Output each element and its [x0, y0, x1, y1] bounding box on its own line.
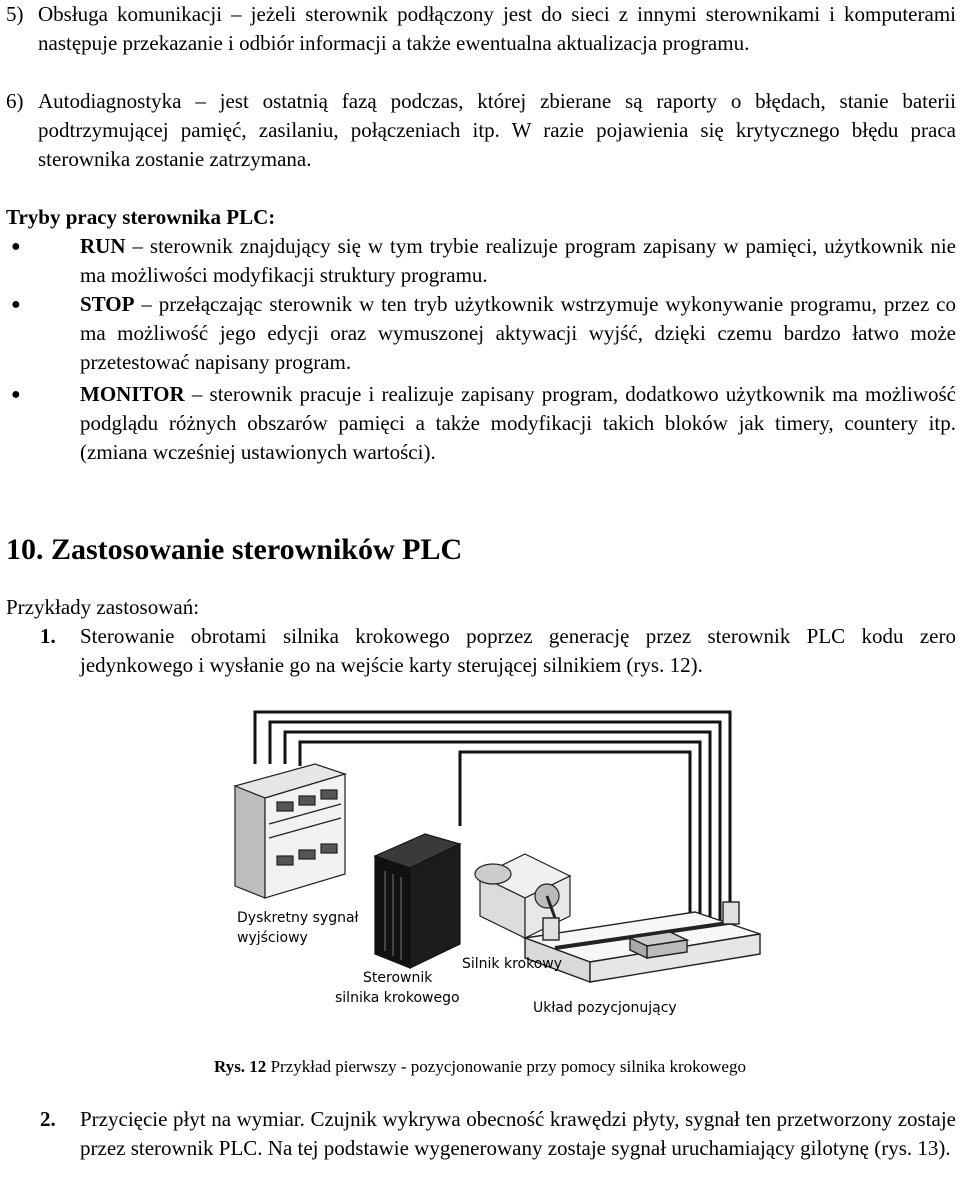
label-discrete-signal: Dyskretny sygnał: [237, 910, 359, 926]
example-text: Sterowanie obrotami silnika krokowego poprzez generację przez sterownik PLC kodu zero jedynkowego i wysłanie go na wejście karty sterującej silnikiem (rys. 12).: [80, 624, 956, 677]
caption-text: Przykład pierwszy - pozycjonowanie przy pomocy silnika krokowego: [266, 1057, 746, 1076]
list-item-6: [6, 87, 956, 174]
section-title: 10. Zastosowanie sterowników PLC: [6, 533, 463, 566]
label-positioning-unit: Układ pozycjonujący: [533, 1000, 677, 1016]
bullet-icon: ●: [11, 296, 21, 313]
mode-desc: – sterownik pracuje i realizuje zapisany program, dodatkowo użytkownik ma możliwość podglądu różnych obszarów pamięci a także modyfikacji takich bloków jak timery, countery itp. (zmiana wcześniej ustawionych wartości).: [80, 382, 956, 464]
label-discrete-signal-line2: wyjściowy: [237, 930, 308, 946]
mode-name: STOP: [80, 292, 135, 316]
mode-name: MONITOR: [80, 382, 185, 406]
bullet-icon: ●: [11, 238, 21, 255]
example-number: 1.: [40, 624, 56, 648]
label-stepper-motor: Silnik krokowy: [462, 956, 563, 972]
mode-desc: – sterownik znajdujący się w tym trybie realizuje program zapisany w pamięci, użytkownik nie ma możliwości modyfikacji struktury programu.: [80, 234, 956, 287]
list-item-number: 5): [6, 2, 24, 26]
figure-diagram: [225, 706, 765, 1024]
mode-name: RUN: [80, 234, 126, 258]
mode-desc: – przełączając sterownik w ten tryb użytkownik wstrzymuje wykonywanie programu, przez co ma możliwość jego edycji oraz wymuszonej aktywacji wyjść, dzięki czemu bardzo łatwo może przetestować napisany program.: [80, 292, 956, 374]
bullet-icon: ●: [11, 386, 21, 403]
list-item-5: [6, 0, 956, 58]
modes-heading: Tryby pracy sterownika PLC:: [6, 205, 276, 229]
example-item-1: [40, 622, 956, 680]
stepper-driver-icon: [375, 834, 460, 968]
example-number: 2.: [40, 1107, 56, 1131]
caption-prefix: Rys. 12: [214, 1057, 267, 1076]
list-item-text: Autodiagnostyka – jest ostatnią fazą podczas, której zbierane są raporty o błędach, stanie baterii podtrzymującej pamięć, zasilaniu, połączeniach itp. W razie pojawienia się krytycznego błędu praca sterownika zostanie zatrzymana.: [38, 89, 956, 171]
label-driver-line2: silnika krokowego: [335, 990, 460, 1006]
plc-device-icon: [235, 764, 345, 898]
label-driver: Sterownik: [363, 970, 433, 986]
mode-item-run: [0, 232, 960, 290]
figure-stepper-positioning: [225, 706, 765, 1024]
mode-item-stop: [0, 290, 960, 377]
list-item-text: Obsługa komunikacji – jeżeli sterownik podłączony jest do sieci z innymi sterownikami i komputerami następuje przekazanie i odbiór informacji a także ewentualna aktualizacja programu.: [38, 2, 956, 55]
example-item-2: [40, 1105, 956, 1163]
mode-item-monitor: [0, 380, 960, 467]
list-item-number: 6): [6, 89, 24, 113]
figure-caption: [0, 1052, 960, 1081]
examples-label: Przykłady zastosowań:: [6, 595, 200, 619]
example-text: Przycięcie płyt na wymiar. Czujnik wykrywa obecność krawędzi płyty, sygnał ten przetworzony zostaje przez sterownik PLC. Na tej podstawie wygenerowany zostaje sygnał uruchamiający gilotynę (rys. 13).: [80, 1107, 956, 1160]
